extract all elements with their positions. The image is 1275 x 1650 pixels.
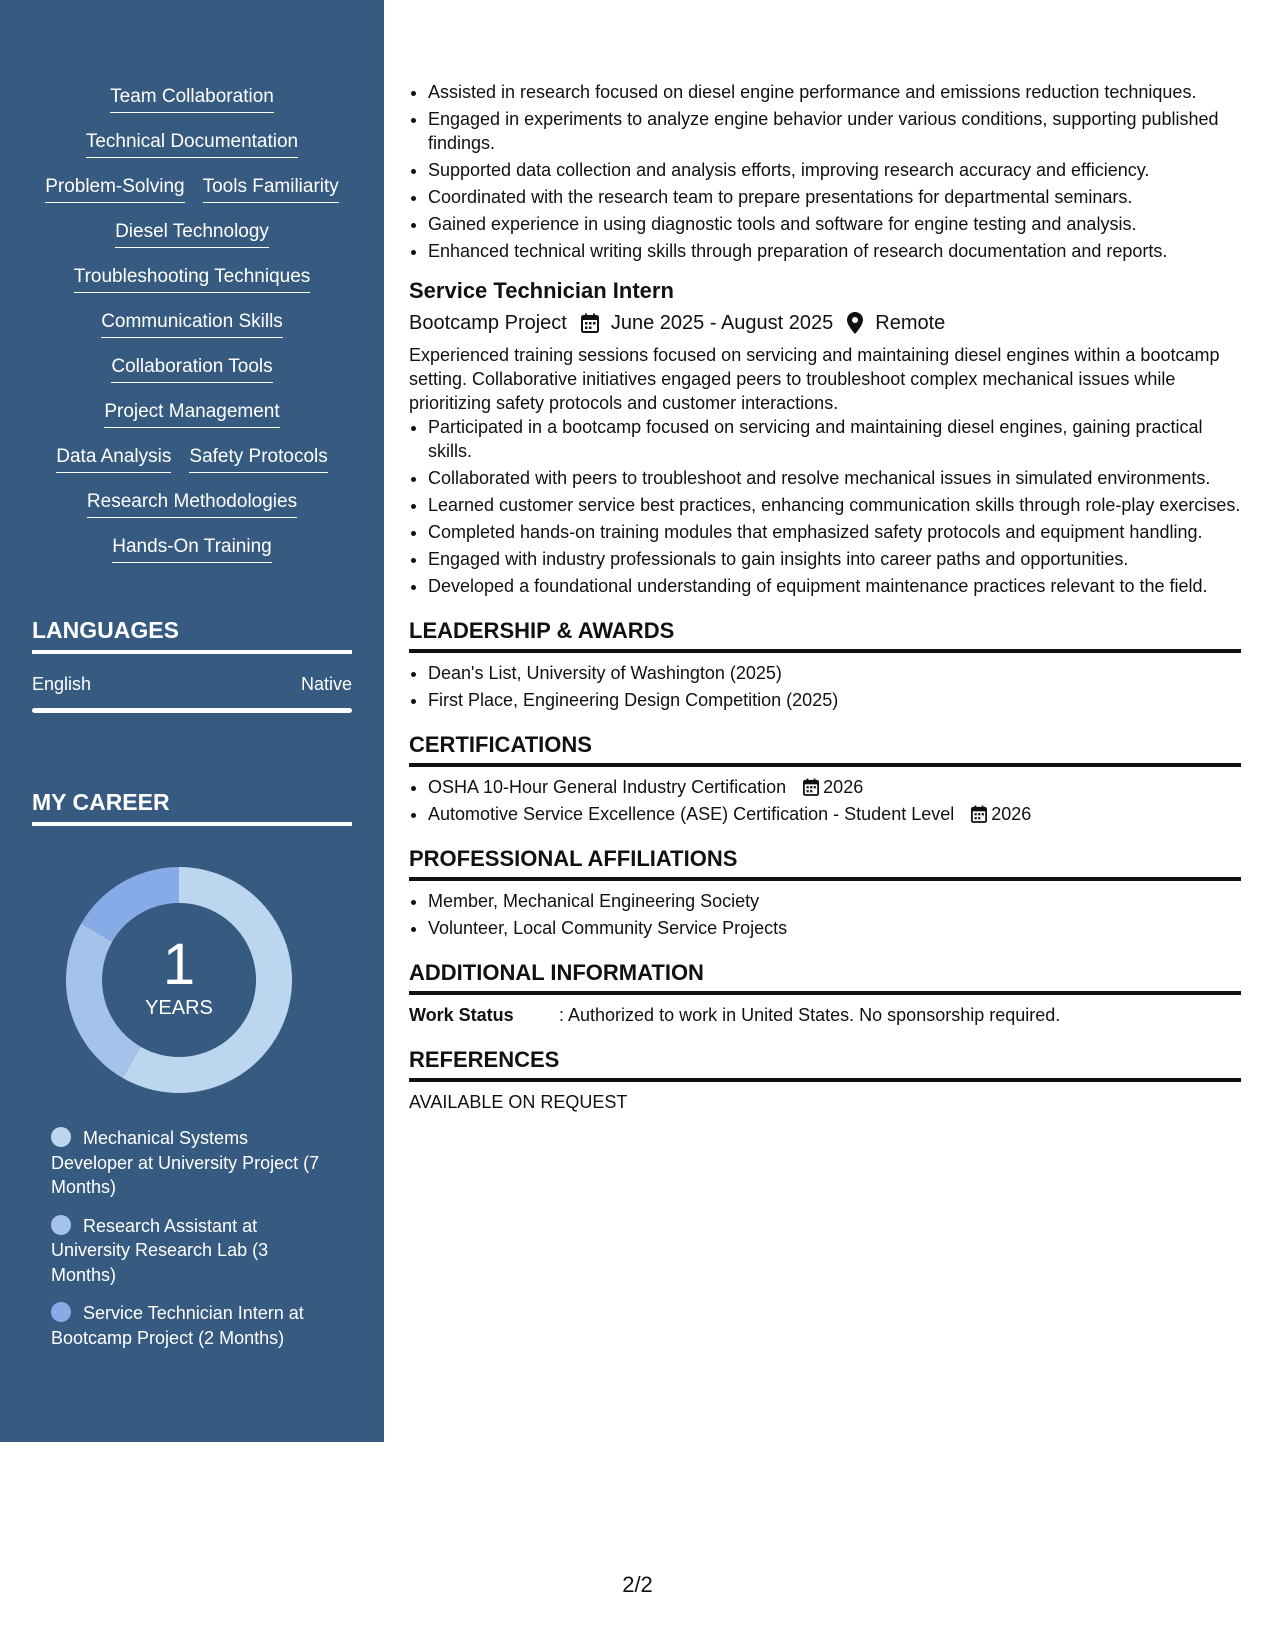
list-item: • Volunteer, Local Community Service Projects	[428, 916, 1241, 940]
skill-row	[0, 309, 384, 354]
work-status-value: : Authorized to work in United States. No sponsorship required.	[559, 1005, 1061, 1025]
languages-heading: LANGUAGES	[32, 617, 352, 654]
list-item: • Learned customer service best practices, enhancing communication skills through role-play exercises.	[428, 493, 1241, 517]
calendar-icon	[581, 313, 599, 333]
language-name: English	[32, 674, 92, 694]
list-item: • Enhanced technical writing skills through preparation of research documentation and reports.	[428, 239, 1241, 263]
list-item: • Engaged with industry professionals to gain insights into career paths and opportunities.	[428, 547, 1241, 571]
skill-tag: Technical Documentation	[86, 129, 298, 158]
certifications-list	[409, 775, 1241, 826]
list-item: • Participated in a bootcamp focused on servicing and maintaining diesel engines, gaining practical skills.	[428, 415, 1241, 463]
certifications-heading: CERTIFICATIONS	[409, 731, 1241, 767]
references-text: AVAILABLE ON REQUEST	[409, 1092, 628, 1112]
language-row	[32, 674, 352, 695]
skill-row	[0, 219, 384, 264]
skill-tag: Hands-On Training	[112, 534, 271, 563]
career-legend-text: Mechanical Systems Developer at University Project (7 Months)	[51, 1128, 320, 1197]
job-location: Remote	[875, 312, 946, 334]
skill-row	[0, 174, 384, 219]
leadership-heading: LEADERSHIP & AWARDS	[409, 617, 1241, 653]
cert-year: 2026	[823, 777, 864, 797]
job-bullets	[409, 415, 1241, 598]
list-item: • Completed hands-on training modules that emphasized safety protocols and equipment handling.	[428, 520, 1241, 544]
cert-year: 2026	[991, 804, 1032, 824]
calendar-icon	[803, 778, 819, 796]
list-item: • First Place, Engineering Design Competition (2025)	[428, 688, 1241, 712]
list-item: • Assisted in research focused on diesel engine performance and emissions reduction techniques.	[428, 80, 1241, 104]
skill-row	[0, 489, 384, 534]
skill-row	[0, 84, 384, 129]
skills-list	[0, 84, 384, 579]
skill-tag: Data Analysis	[56, 444, 171, 473]
career-total	[66, 932, 292, 1020]
career-legend-item	[51, 1301, 321, 1350]
donut-segment	[81, 867, 179, 942]
cert-date	[803, 777, 863, 797]
skill-row	[0, 534, 384, 579]
skill-tag: Team Collaboration	[110, 84, 274, 113]
career-legend-text: Research Assistant at University Research Lab (3 Months)	[51, 1215, 269, 1285]
career-legend	[51, 1126, 321, 1364]
cert-date	[971, 804, 1031, 824]
calendar-icon	[971, 805, 987, 823]
skill-row	[0, 129, 384, 174]
career-legend-item	[51, 1126, 321, 1200]
career-legend-item	[51, 1214, 321, 1288]
main-content	[409, 80, 1241, 1114]
language-level-bar	[32, 708, 352, 713]
skill-tag: Diesel Technology	[115, 219, 269, 248]
legend-dot-icon	[51, 1215, 71, 1235]
work-status-row	[409, 1003, 1241, 1027]
career-heading: MY CAREER	[32, 789, 352, 826]
leadership-list	[409, 661, 1241, 712]
affiliations-heading: PROFESSIONAL AFFILIATIONS	[409, 845, 1241, 881]
list-item: • Developed a foundational understanding of equipment maintenance practices relevant to the field.	[428, 574, 1241, 598]
skill-row	[0, 444, 384, 489]
career-years-value: 1	[162, 932, 196, 997]
sidebar	[0, 0, 384, 1442]
list-item: • Collaborated with peers to troubleshoot and resolve mechanical issues in simulated environments.	[428, 466, 1241, 490]
skill-row	[0, 264, 384, 309]
list-item: • Gained experience in using diagnostic tools and software for engine testing and analysis.	[428, 212, 1241, 236]
skill-tag: Communication Skills	[101, 309, 283, 338]
additional-info-heading: ADDITIONAL INFORMATION	[409, 959, 1241, 995]
legend-dot-icon	[51, 1127, 71, 1147]
skill-tag: Safety Protocols	[189, 444, 327, 473]
skill-row	[0, 354, 384, 399]
cert-name: Automotive Service Excellence (ASE) Certification - Student Level	[428, 804, 955, 824]
skill-tag: Research Methodologies	[87, 489, 297, 518]
skill-tag: Tools Familiarity	[203, 174, 339, 203]
language-level: Native	[300, 674, 352, 694]
skill-tag: Project Management	[104, 399, 279, 428]
job-title: Service Technician Intern	[409, 278, 674, 303]
job-dates: June 2025 - August 2025	[610, 312, 834, 334]
list-item: • Engaged in experiments to analyze engine behavior under various conditions, supporting published findings.	[428, 107, 1241, 155]
list-item: • Member, Mechanical Engineering Society	[428, 889, 1241, 913]
work-status-label: Work Status	[409, 1005, 514, 1025]
skill-row	[0, 399, 384, 444]
list-item: • Supported data collection and analysis efforts, improving research accuracy and efficiency.	[428, 158, 1241, 182]
list-item	[428, 802, 1241, 826]
cert-name: OSHA 10-Hour General Industry Certification	[428, 777, 787, 797]
page-number: 2/2	[622, 1572, 653, 1597]
research-bullets	[409, 80, 1241, 263]
skill-tag: Problem-Solving	[45, 174, 184, 203]
list-item	[428, 775, 1241, 799]
location-pin-icon	[847, 312, 863, 334]
references-heading: REFERENCES	[409, 1046, 1241, 1082]
career-legend-text: Service Technician Intern at Bootcamp Project (2 Months)	[51, 1303, 304, 1348]
job-meta	[409, 308, 1241, 338]
career-years-unit: YEARS	[145, 997, 213, 1019]
skill-tag: Troubleshooting Techniques	[74, 264, 311, 293]
affiliations-list	[409, 889, 1241, 940]
list-item: • Coordinated with the research team to prepare presentations for departmental seminars.	[428, 185, 1241, 209]
job-company: Bootcamp Project	[409, 312, 567, 334]
skill-tag: Collaboration Tools	[111, 354, 272, 383]
list-item: • Dean's List, University of Washington (2025)	[428, 661, 1241, 685]
job-description: Experienced training sessions focused on servicing and maintaining diesel engines within a bootcamp setting. Collaborative initiatives engaged peers to troubleshoot complex mechanical issues while prioritizing safety protocols and customer interactions.	[409, 345, 1220, 413]
legend-dot-icon	[51, 1302, 71, 1322]
